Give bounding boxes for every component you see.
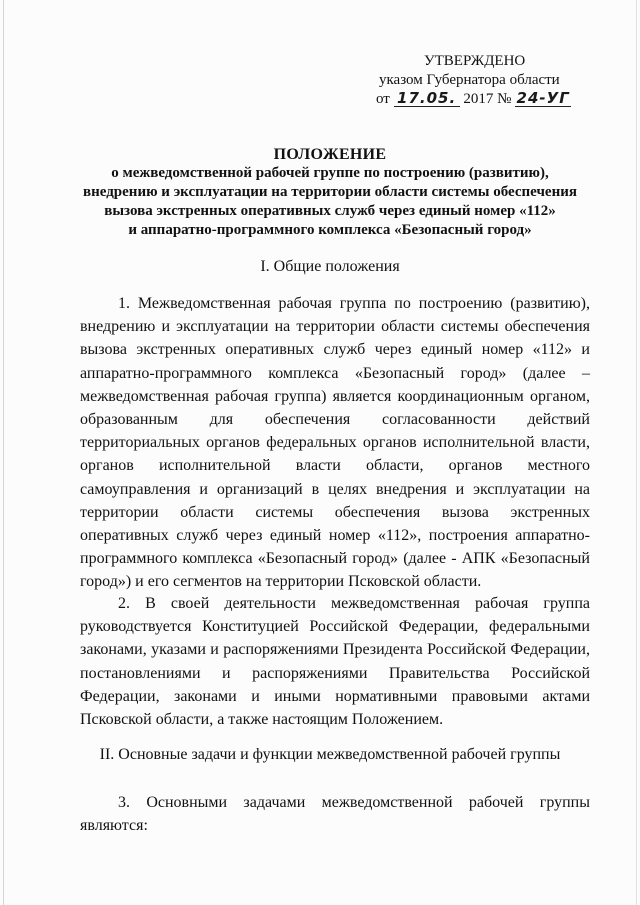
- approval-heading: УТВЕРЖДЕНО: [424, 53, 526, 69]
- handwritten-number: 24-УГ: [516, 89, 570, 107]
- approval-date-line: [376, 90, 606, 109]
- title-line-4: и аппаратно-программного комплекса «Безопасный город»: [128, 222, 532, 238]
- scan-edge-left: [3, 0, 4, 905]
- scan-edge-right: [636, 0, 637, 905]
- handwritten-date: 17.05.: [394, 91, 460, 107]
- section-heading-tasks: II. Основные задачи и функции межведомственной рабочей группы: [99, 746, 561, 763]
- date-prefix: от: [376, 91, 390, 107]
- title-heading: ПОЛОЖЕНИЕ: [273, 146, 387, 163]
- paragraph-2: 2. В своей деятельности межведомственная рабочая группа руководствуется Конституцией Российской Федерации, федеральными законами, указами и распоряжениями Президента Российской Федерации, постановлениями и распоряжениями Правительства Российской Федерации, законами и иными нормативными правовыми актами Псковской области, а также настоящим Положением.: [80, 595, 590, 729]
- title-line-2: внедрению и эксплуатации на территории области системы обеспечения: [83, 184, 577, 200]
- title-line-3: вызова экстренных оперативных служб через единый номер «112»: [104, 203, 556, 219]
- year-number-label: 2017 №: [463, 91, 512, 107]
- paragraph-1: 1. Межведомственная рабочая группа по построению (развитию), внедрению и эксплуатации на территории области системы обеспечения вызова экстренных оперативных служб через единый номер «112» и аппаратно-программного комплекса «Безопасный город» (далее – межведомственная рабочая группа) является координационным органом, образованным для обеспечения согласованности действий территориальных органов федеральных органов исполнительной власти, органов исполнительной власти области, органов местного самоуправления и организаций в целях внедрения и эксплуатации на территории области системы обеспечения вызова экстренных оперативных служб через единый номер «112», построения аппаратно-программного комплекса «Безопасный город» (далее - АПК «Безопасный город») и его сегментов на территории Псковской области.: [80, 295, 590, 591]
- approval-stamp: [376, 52, 606, 109]
- paragraph-3: 3. Основными задачами межведомственной рабочей группы являются:: [80, 794, 590, 835]
- section-heading-general: I. Общие положения: [260, 258, 400, 275]
- approval-issuer: указом Губернатора области: [379, 72, 560, 88]
- title-line-1: о межведомственной рабочей группе по построению (развитию),: [111, 165, 549, 181]
- document-title: [80, 145, 580, 240]
